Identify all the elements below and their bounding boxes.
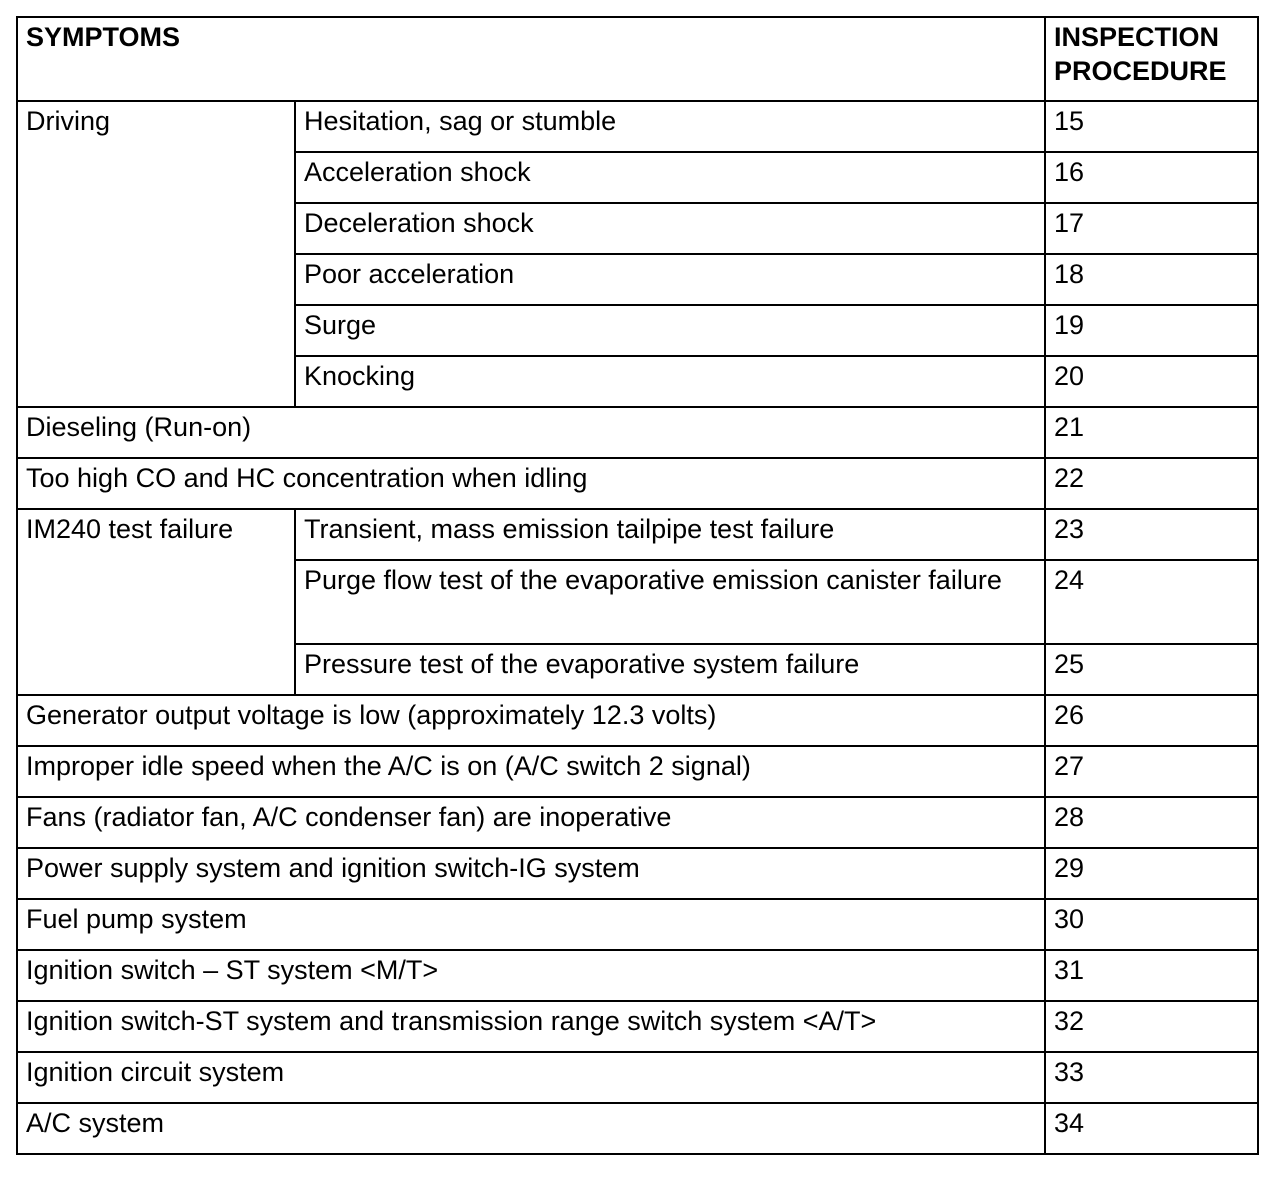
procedure-header: INSPECTION PROCEDURE bbox=[1045, 17, 1258, 101]
symptom-cell: Deceleration shock bbox=[295, 203, 1045, 254]
symptom-cell: Hesitation, sag or stumble bbox=[295, 101, 1045, 152]
procedure-cell: 28 bbox=[1045, 797, 1258, 848]
symptom-cell: Knocking bbox=[295, 356, 1045, 407]
symptom-cell: Power supply system and ignition switch-IG system bbox=[17, 848, 1045, 899]
table-row bbox=[17, 797, 1258, 848]
header-row bbox=[17, 17, 1258, 101]
table-row bbox=[17, 848, 1258, 899]
group-driving: Driving bbox=[17, 101, 295, 407]
symptom-cell: Surge bbox=[295, 305, 1045, 356]
table-row bbox=[17, 458, 1258, 509]
group-im240: IM240 test failure bbox=[17, 509, 295, 695]
symptom-cell: Purge flow test of the evaporative emission canister failure bbox=[295, 560, 1045, 644]
table-row bbox=[17, 1001, 1258, 1052]
symptom-cell: Ignition circuit system bbox=[17, 1052, 1045, 1103]
procedure-cell: 22 bbox=[1045, 458, 1258, 509]
procedure-cell: 34 bbox=[1045, 1103, 1258, 1154]
symptoms-header: SYMPTOMS bbox=[17, 17, 1045, 101]
table-row bbox=[17, 899, 1258, 950]
symptom-cell: Ignition switch-ST system and transmission range switch system <A/T> bbox=[17, 1001, 1045, 1052]
symptom-cell: Fuel pump system bbox=[17, 899, 1045, 950]
procedure-cell: 33 bbox=[1045, 1052, 1258, 1103]
symptom-cell: Fans (radiator fan, A/C condenser fan) are inoperative bbox=[17, 797, 1045, 848]
table-row bbox=[17, 695, 1258, 746]
procedure-cell: 26 bbox=[1045, 695, 1258, 746]
table-row bbox=[17, 950, 1258, 1001]
procedure-cell: 21 bbox=[1045, 407, 1258, 458]
symptom-cell: Acceleration shock bbox=[295, 152, 1045, 203]
symptom-cell: Poor acceleration bbox=[295, 254, 1045, 305]
procedure-cell: 17 bbox=[1045, 203, 1258, 254]
table-row bbox=[17, 746, 1258, 797]
symptom-cell: Ignition switch – ST system <M/T> bbox=[17, 950, 1045, 1001]
symptom-cell: Too high CO and HC concentration when idling bbox=[17, 458, 1045, 509]
procedure-cell: 18 bbox=[1045, 254, 1258, 305]
table-row bbox=[17, 101, 1258, 152]
procedure-cell: 27 bbox=[1045, 746, 1258, 797]
procedure-cell: 32 bbox=[1045, 1001, 1258, 1052]
symptom-cell: Improper idle speed when the A/C is on (A/C switch 2 signal) bbox=[17, 746, 1045, 797]
procedure-cell: 16 bbox=[1045, 152, 1258, 203]
table-row bbox=[17, 509, 1258, 560]
table-row bbox=[17, 1052, 1258, 1103]
procedure-cell: 31 bbox=[1045, 950, 1258, 1001]
procedure-cell: 15 bbox=[1045, 101, 1258, 152]
procedure-cell: 30 bbox=[1045, 899, 1258, 950]
symptom-cell: Dieseling (Run-on) bbox=[17, 407, 1045, 458]
table-row bbox=[17, 1103, 1258, 1154]
symptom-cell: Transient, mass emission tailpipe test failure bbox=[295, 509, 1045, 560]
symptom-cell: A/C system bbox=[17, 1103, 1045, 1154]
procedure-cell: 19 bbox=[1045, 305, 1258, 356]
procedure-cell: 24 bbox=[1045, 560, 1258, 644]
symptom-cell: Pressure test of the evaporative system failure bbox=[295, 644, 1045, 695]
symptoms-table bbox=[16, 16, 1259, 1155]
procedure-cell: 25 bbox=[1045, 644, 1258, 695]
procedure-cell: 20 bbox=[1045, 356, 1258, 407]
procedure-cell: 23 bbox=[1045, 509, 1258, 560]
table-row bbox=[17, 407, 1258, 458]
symptom-cell: Generator output voltage is low (approximately 12.3 volts) bbox=[17, 695, 1045, 746]
procedure-cell: 29 bbox=[1045, 848, 1258, 899]
